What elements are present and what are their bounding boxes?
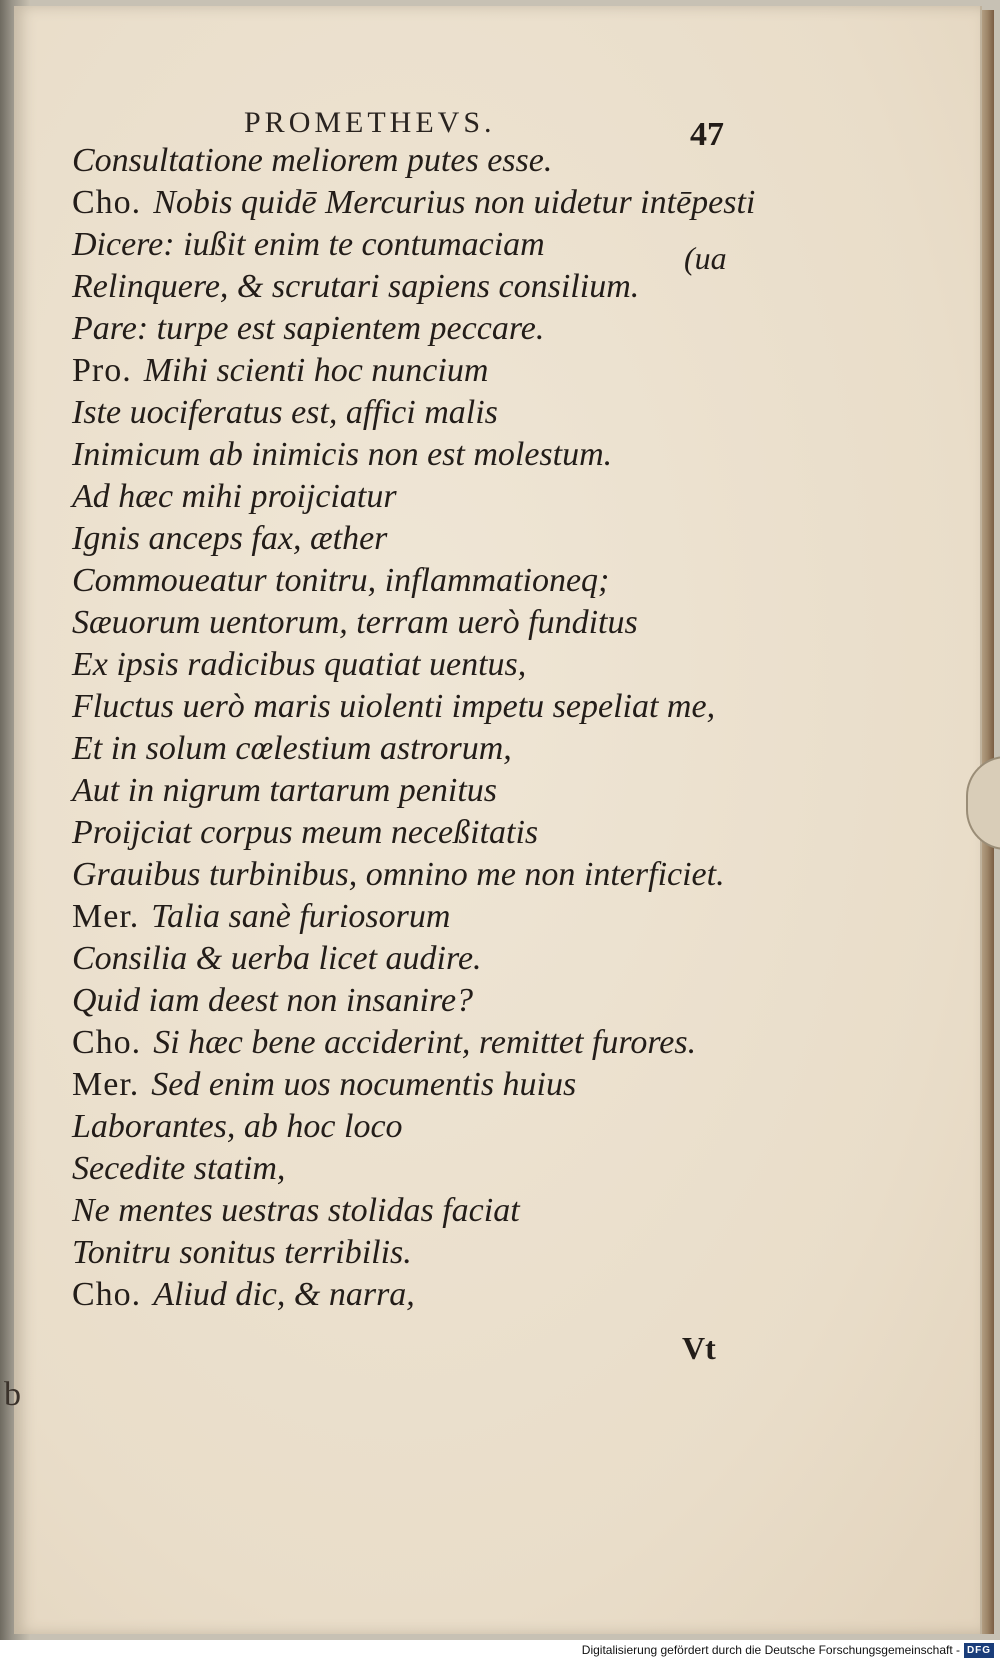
- speaker-label: Cho.: [72, 1024, 142, 1061]
- line-text: Et in solum cœlestium astrorum,: [72, 730, 512, 767]
- text-line: [72, 518, 772, 560]
- line-text: Mihi scienti hoc nuncium: [143, 352, 489, 389]
- text-line: [72, 350, 772, 392]
- line-text: Consultatione meliorem putes esse.: [72, 142, 553, 179]
- line-text: Relinquere, & scrutari sapiens consilium.: [72, 268, 640, 305]
- speaker-label: Cho.: [72, 184, 142, 221]
- text-line: [72, 476, 772, 518]
- text-line: [72, 728, 772, 770]
- text-line: [72, 980, 772, 1022]
- line-text: Nobis quidē Mercurius non uidetur intēpesti: [153, 184, 756, 221]
- text-line: [72, 182, 772, 224]
- page-number: 47: [690, 116, 724, 153]
- line-text: Aut in nigrum tartarum penitus: [72, 772, 498, 809]
- digitization-credit: Digitalisierung gefördert durch die Deutsche Forschungsgemeinschaft -: [581, 1643, 960, 1657]
- margin-mark: b: [4, 1376, 21, 1413]
- text-line: [72, 896, 772, 938]
- text-line: [72, 812, 772, 854]
- text-line: [72, 1274, 772, 1316]
- speaker-label: Mer.: [72, 1066, 140, 1103]
- line-text: Consilia & uerba licet audire.: [72, 940, 482, 977]
- line-text: Inimicum ab inimicis non est molestum.: [72, 436, 613, 473]
- verse-text-block: [72, 140, 772, 1316]
- line-text: Tonitru sonitus terribilis.: [72, 1234, 412, 1271]
- text-line: [72, 602, 772, 644]
- line-text: Talia sanè furiosorum: [151, 898, 451, 935]
- dfg-logo-icon: DFG: [964, 1643, 994, 1658]
- line-text: Sæuorum uentorum, terram uerò funditus: [72, 604, 638, 641]
- line-text: Si hæc bene acciderint, remittet furores.: [153, 1024, 697, 1061]
- line-text: Commoueatur tonitru, inflammationeq;: [72, 562, 610, 599]
- line-text: Grauibus turbinibus, omnino me non interficiet.: [72, 856, 725, 893]
- text-line: [72, 644, 772, 686]
- line-text: Fluctus uerò maris uiolenti impetu sepeliat me,: [72, 688, 716, 725]
- speaker-label: Cho.: [72, 1276, 142, 1313]
- line-text: Pare: turpe est sapientem peccare.: [72, 310, 545, 347]
- text-line: [72, 392, 772, 434]
- line-text: Laborantes, ab hoc loco: [72, 1108, 403, 1145]
- running-head: PROMETHEVS.: [244, 106, 496, 139]
- text-line: [72, 224, 772, 266]
- text-line: [72, 308, 772, 350]
- text-line: [72, 1106, 772, 1148]
- line-text: Dicere: iußit enim te contumaciam: [72, 226, 545, 263]
- line-text: Aliud dic, & narra,: [153, 1276, 415, 1313]
- text-line: [72, 770, 772, 812]
- line-text: Proijciat corpus meum neceßitatis: [72, 814, 539, 851]
- line-text: Quid iam deest non insanire?: [72, 982, 474, 1019]
- line-text: Ignis anceps fax, æther: [72, 520, 388, 557]
- line-text: Ne mentes uestras stolidas faciat: [72, 1192, 520, 1229]
- line-text: Sed enim uos nocumentis huius: [151, 1066, 577, 1103]
- text-line: [72, 686, 772, 728]
- text-line: [72, 938, 772, 980]
- speaker-label: Pro.: [72, 352, 132, 389]
- line-text: Ex ipsis radicibus quatiat uentus,: [72, 646, 527, 683]
- marginal-continuation: (ua: [684, 240, 727, 276]
- text-line: [72, 1232, 772, 1274]
- text-line: [72, 434, 772, 476]
- line-text: Secedite statim,: [72, 1150, 286, 1187]
- text-line: [72, 560, 772, 602]
- text-line: [72, 1190, 772, 1232]
- text-line: [72, 1064, 772, 1106]
- text-line: [72, 266, 772, 308]
- text-line: [72, 1022, 772, 1064]
- speaker-label: Mer.: [72, 898, 140, 935]
- text-line: [72, 1148, 772, 1190]
- line-text: Iste uociferatus est, affici malis: [72, 394, 498, 431]
- text-line: [72, 140, 772, 182]
- line-text: Ad hæc mihi proijciatur: [72, 478, 397, 515]
- text-line: [72, 854, 772, 896]
- catchword: Vt: [682, 1330, 716, 1366]
